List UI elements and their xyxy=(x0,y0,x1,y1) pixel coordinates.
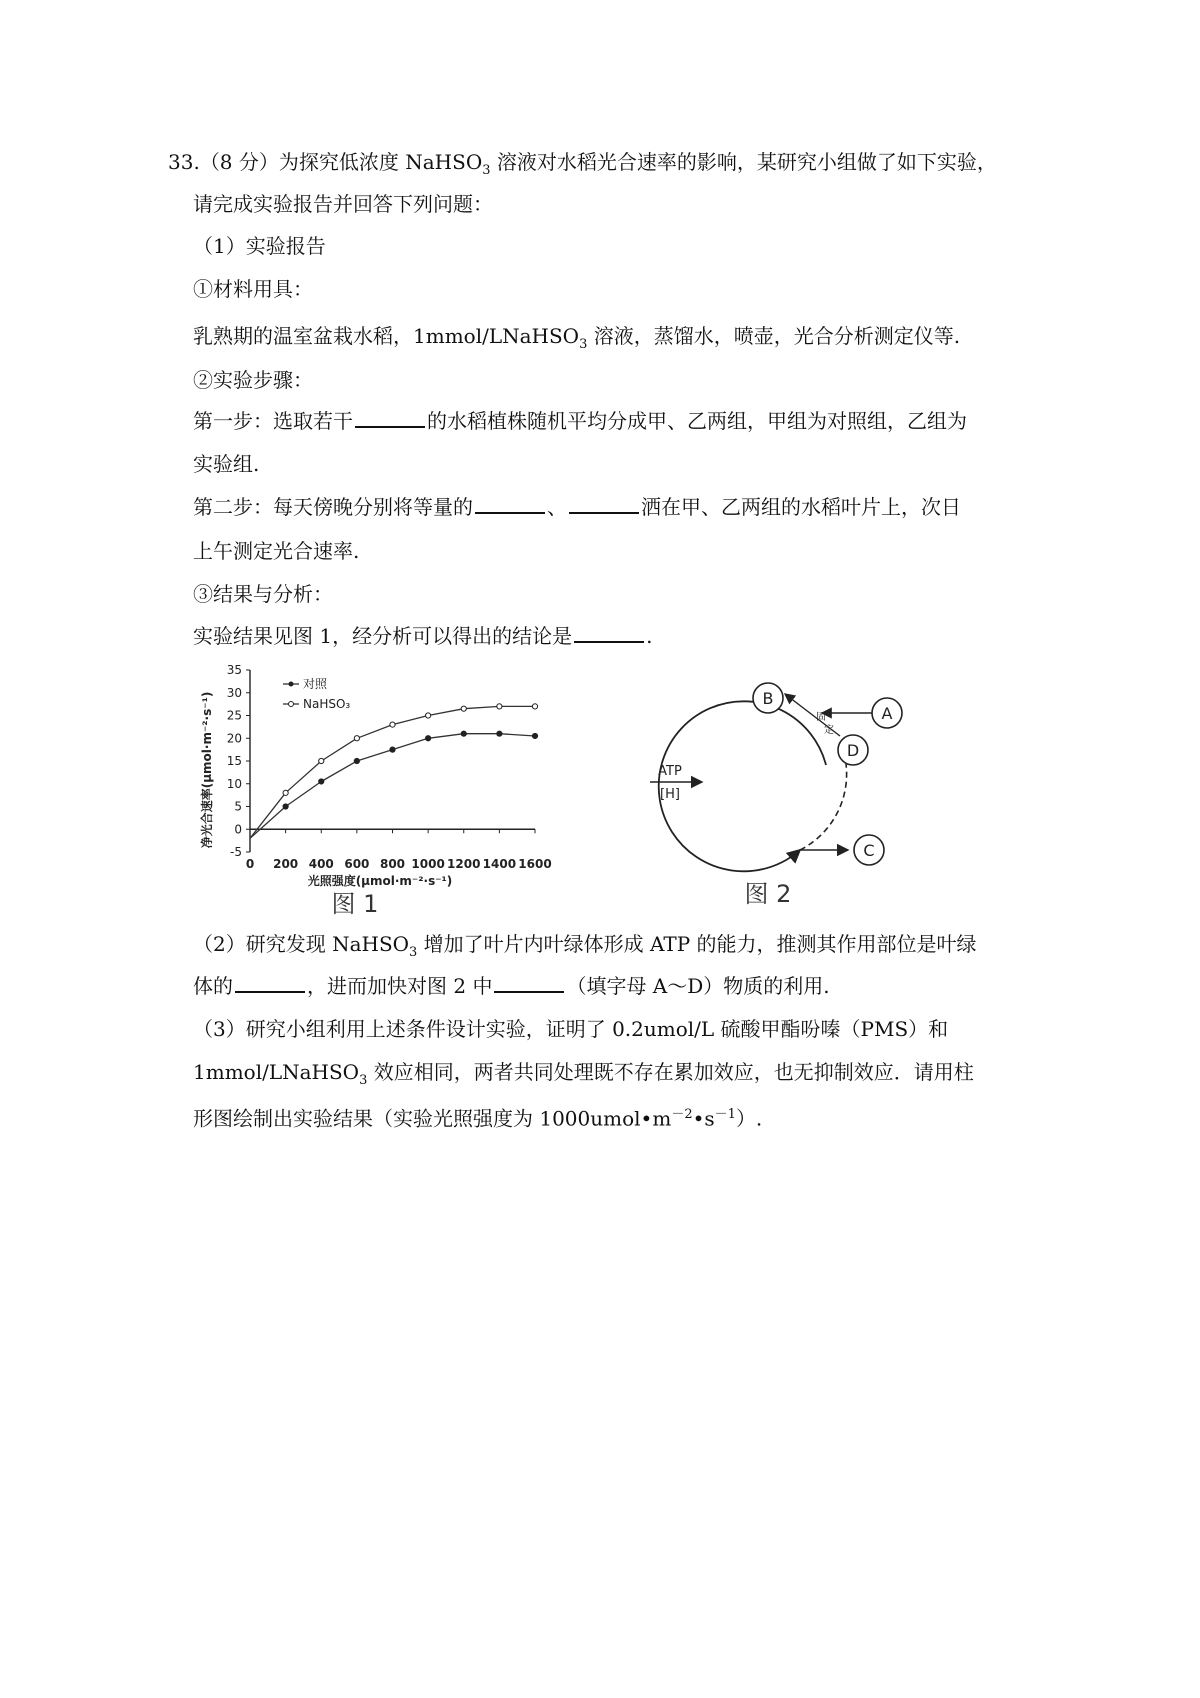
question-line-1 xyxy=(168,148,997,185)
step2-text-a: 第二步：每天傍晚分别将等量的 xyxy=(193,495,473,519)
y-tick-label: 30 xyxy=(226,685,242,700)
figure-2 xyxy=(650,670,930,920)
step1-line xyxy=(193,407,967,435)
materials-text-a: 乳熟期的温室盆栽水稻，1mmol/LNaHSO xyxy=(193,324,580,348)
y-tick-label: 15 xyxy=(226,754,242,768)
step1-text-b: 的水稻植株随机平均分成甲、乙两组，甲组为对照组，乙组为 xyxy=(427,409,967,433)
step1-text-a: 第一步：选取若干 xyxy=(193,409,353,433)
superscript-s: －1 xyxy=(714,1107,736,1122)
materials-line xyxy=(193,322,960,359)
input-label-atp: ATP xyxy=(658,764,682,779)
data-point-control xyxy=(390,747,395,752)
cycle-arc-solid xyxy=(659,701,826,871)
y-tick-label: 35 xyxy=(226,663,242,677)
step2-text-b: 、 xyxy=(547,495,567,519)
steps-title: ②实验步骤： xyxy=(193,368,313,392)
data-point-nahso3 xyxy=(354,736,359,741)
x-tick-label: 600 xyxy=(344,857,370,871)
materials-title: ①材料用具： xyxy=(193,277,313,301)
part3-text-e: •s xyxy=(692,1106,715,1131)
data-point-nahso3 xyxy=(497,704,502,709)
question-score: （8 分） xyxy=(199,150,279,174)
data-point-control xyxy=(532,733,537,738)
step2-line-2: 上午测定光合速率. xyxy=(193,539,360,563)
x-tick-label: 1000 xyxy=(411,857,445,871)
superscript-m: －2 xyxy=(671,1107,693,1122)
question-line-2: 请完成实验报告并回答下列问题： xyxy=(193,192,493,216)
node-b-label: B xyxy=(762,689,774,708)
x-tick-label: 200 xyxy=(273,857,299,871)
results-line xyxy=(193,622,652,650)
data-point-control xyxy=(283,804,288,809)
data-point-nahso3 xyxy=(283,790,288,795)
subscript: 3 xyxy=(409,945,418,960)
legend-label-control: 对照 xyxy=(303,677,328,691)
data-point-nahso3 xyxy=(426,713,431,718)
step1-line-2: 实验组. xyxy=(193,452,260,476)
part2-line xyxy=(193,930,977,967)
data-point-nahso3 xyxy=(390,722,395,727)
step2-text-c: 洒在甲、乙两组的水稻叶片上，次日 xyxy=(641,495,961,519)
subscript: 3 xyxy=(482,163,491,178)
step2-line xyxy=(193,493,961,521)
figure-2-caption: 图 2 xyxy=(744,880,792,908)
part3-text-b: 1mmol/LNaHSO xyxy=(193,1060,360,1084)
part1-heading: （1）实验报告 xyxy=(193,234,326,258)
node-a-label: A xyxy=(881,704,893,723)
data-point-control xyxy=(461,731,466,736)
data-point-control xyxy=(497,731,502,736)
x-tick-label: 400 xyxy=(308,857,334,871)
data-point-control xyxy=(426,736,431,741)
cycle-arc-dashed xyxy=(800,764,847,850)
part2-text-c: 体的 xyxy=(193,974,233,998)
y-tick-label: 20 xyxy=(226,731,242,746)
node-d-label: D xyxy=(846,741,860,760)
subscript: 3 xyxy=(359,1073,368,1088)
data-point-control xyxy=(319,779,324,784)
answer-blank[interactable] xyxy=(235,973,305,993)
part3-text-f: ）. xyxy=(735,1106,763,1131)
data-point-nahso3 xyxy=(532,704,537,709)
part3-line: （3）研究小组利用上述条件设计实验，证明了 0.2umol/L 硫酸甲酯吩嗪（PMS）和 xyxy=(193,1017,949,1041)
data-point-control xyxy=(354,758,359,763)
x-tick-label: 0 xyxy=(245,857,255,871)
part3-line-3 xyxy=(193,1101,762,1133)
part2-text-b: 增加了叶片内叶绿体形成 ATP 的能力，推测其作用部位是叶绿 xyxy=(417,932,977,956)
figure-2-diagram xyxy=(650,670,930,920)
answer-blank[interactable] xyxy=(475,494,545,514)
results-title: ③结果与分析： xyxy=(193,582,333,606)
answer-blank[interactable] xyxy=(574,623,644,643)
fix-label-1: 固 xyxy=(816,712,826,723)
results-text-b: . xyxy=(646,624,653,648)
y-tick-label: 25 xyxy=(226,708,242,723)
figure-1-chart xyxy=(195,660,555,920)
part2-text-a: （2）研究发现 NaHSO xyxy=(193,932,410,956)
x-tick-label: 1400 xyxy=(482,857,517,871)
node-c-label: C xyxy=(863,841,875,860)
intro-text-a: 为探究低浓度 NaHSO xyxy=(278,150,483,174)
part2-line-2 xyxy=(193,972,830,1000)
y-tick-label: 0 xyxy=(234,822,242,837)
legend-marker-nahso3 xyxy=(289,702,294,707)
y-tick-label: -5 xyxy=(230,845,242,859)
part3-text-d: 形图绘制出实验结果（实验光照强度为 1000umol•m xyxy=(193,1106,672,1131)
x-tick-label: 800 xyxy=(379,857,406,871)
answer-blank[interactable] xyxy=(355,408,425,428)
legend-label-nahso3: NaHSO₃ xyxy=(303,697,351,711)
data-point-nahso3 xyxy=(461,706,466,711)
question-number: 33. xyxy=(168,150,200,174)
data-point-nahso3 xyxy=(319,758,324,763)
input-label-h: [H] xyxy=(660,787,680,802)
answer-blank[interactable] xyxy=(494,973,564,993)
fix-label-2: 定 xyxy=(824,725,834,736)
x-tick-label: 1600 xyxy=(518,857,552,871)
y-tick-label: 5 xyxy=(234,799,242,814)
figure-1 xyxy=(195,660,555,920)
y-tick-label: 10 xyxy=(226,776,242,791)
answer-blank[interactable] xyxy=(569,494,639,514)
subscript: 3 xyxy=(579,337,588,352)
intro-text-b: 溶液对水稻光合速率的影响，某研究小组做了如下实验， xyxy=(490,150,997,174)
y-axis-label: 净光合速率(μmol·m⁻²·s⁻¹) xyxy=(200,691,214,849)
materials-text-b: 溶液，蒸馏水，喷壶，光合分析测定仪等. xyxy=(587,324,961,348)
part3-text-c: 效应相同，两者共同处理既不存在累加效应，也无抑制效应．请用柱 xyxy=(367,1060,974,1084)
part2-text-d: ，进而加快对图 2 中 xyxy=(307,974,493,998)
figure-1-caption: 图 1 xyxy=(331,890,379,918)
part2-text-e: （填字母 A～D）物质的利用. xyxy=(566,974,830,998)
part3-line-2 xyxy=(193,1058,974,1095)
x-tick-label: 1200 xyxy=(447,857,481,871)
results-text-a: 实验结果见图 1，经分析可以得出的结论是 xyxy=(193,624,573,648)
x-axis-label: 光照强度(μmol·m⁻²·s⁻¹) xyxy=(307,874,453,888)
legend-marker-control xyxy=(289,682,294,687)
